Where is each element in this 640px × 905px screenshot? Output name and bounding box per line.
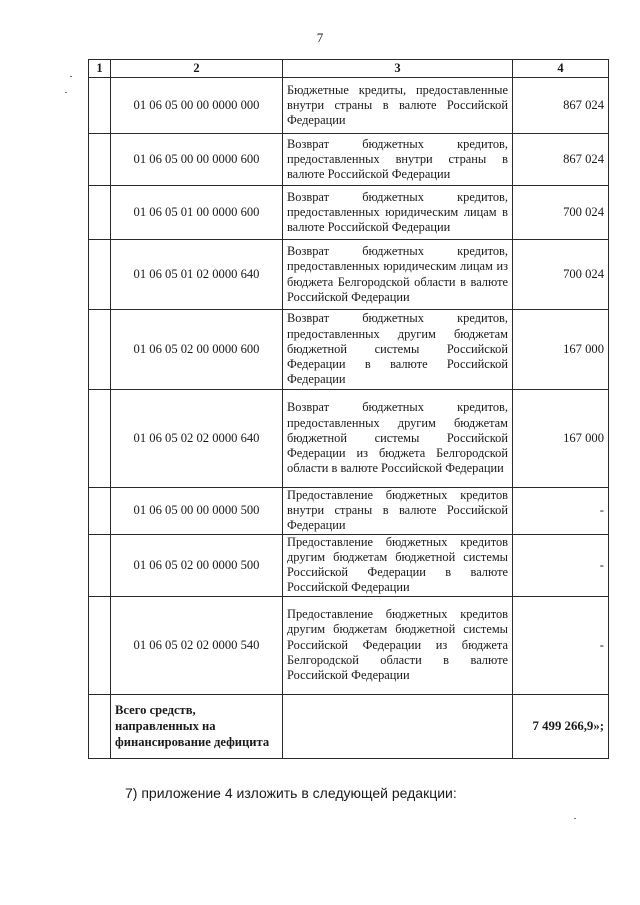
budget-sources-table	[88, 59, 609, 759]
budget-code: 01 06 05 01 00 0000 600	[111, 186, 283, 240]
amendment-paragraph: 7) приложение 4 изложить в следующей редакции:	[125, 785, 457, 801]
total-description-cell	[283, 694, 513, 758]
row-amount: 167 000	[513, 310, 609, 390]
table-row	[89, 186, 609, 240]
table-row	[89, 134, 609, 186]
table-total-row	[89, 694, 609, 758]
row-amount: 167 000	[513, 390, 609, 488]
row-number-cell	[89, 186, 111, 240]
row-description: Возврат бюджетных кредитов, предоставленных внутри страны в валюте Российской Федерации	[283, 134, 513, 186]
total-amount: 7 499 266,9»;	[513, 694, 609, 758]
row-description: Предоставление бюджетных кредитов внутри страны в валюте Российской Федерации	[283, 488, 513, 535]
budget-code: 01 06 05 02 00 0000 600	[111, 310, 283, 390]
row-description: Возврат бюджетных кредитов, предоставленных другим бюджетам бюджетной системы Российской Федерации из бюджета Белгородской области в валюте Российской Федерации	[283, 390, 513, 488]
budget-code: 01 06 05 00 00 0000 500	[111, 488, 283, 535]
budget-code: 01 06 05 00 00 0000 000	[111, 78, 283, 134]
row-amount: 867 024	[513, 134, 609, 186]
row-number-cell	[89, 390, 111, 488]
budget-code: 01 06 05 00 00 0000 600	[111, 134, 283, 186]
page-number: 7	[316, 30, 324, 45]
row-amount: 867 024	[513, 78, 609, 134]
row-number-cell	[89, 78, 111, 134]
table-row	[89, 596, 609, 694]
row-amount: -	[513, 596, 609, 694]
table-header-row	[89, 60, 609, 78]
table-row	[89, 310, 609, 390]
row-amount: 700 024	[513, 186, 609, 240]
row-number-cell	[89, 310, 111, 390]
budget-code: 01 06 05 01 02 0000 640	[111, 240, 283, 310]
row-description: Бюджетные кредиты, предоставленные внутри страны в валюте Российской Федерации	[283, 78, 513, 134]
row-number-cell	[89, 596, 111, 694]
row-amount: -	[513, 488, 609, 535]
row-number-cell	[89, 694, 111, 758]
header-col-4: 4	[513, 60, 609, 78]
row-description: Предоставление бюджетных кредитов другим бюджетам бюджетной системы Российской Федерации из бюджета Белгородской области в валюте Российской Федерации	[283, 596, 513, 694]
row-number-cell	[89, 488, 111, 535]
scan-speck	[574, 818, 576, 819]
row-description: Предоставление бюджетных кредитов другим бюджетам бюджетной системы Российской Федерации в валюте Российской Федерации	[283, 534, 513, 596]
table-row	[89, 78, 609, 134]
row-description: Возврат бюджетных кредитов, предоставленных другим бюджетам бюджетной системы Российской Федерации в валюте Российской Федерации	[283, 310, 513, 390]
scan-speck	[70, 76, 72, 77]
table-row	[89, 534, 609, 596]
row-amount: 700 024	[513, 240, 609, 310]
budget-code: 01 06 05 02 02 0000 640	[111, 390, 283, 488]
table-row	[89, 390, 609, 488]
table-row	[89, 240, 609, 310]
row-number-cell	[89, 240, 111, 310]
header-col-2: 2	[111, 60, 283, 78]
budget-code: 01 06 05 02 00 0000 500	[111, 534, 283, 596]
table-row	[89, 488, 609, 535]
row-description: Возврат бюджетных кредитов, предоставленных юридическим лицам в валюте Российской Федерации	[283, 186, 513, 240]
total-label: Всего средств, направленных на финансирование дефицита	[111, 694, 283, 758]
scan-speck	[65, 92, 67, 93]
row-description: Возврат бюджетных кредитов, предоставленных юридическим лицам из бюджета Белгородской области в валюте Российской Федерации	[283, 240, 513, 310]
budget-code: 01 06 05 02 02 0000 540	[111, 596, 283, 694]
row-number-cell	[89, 534, 111, 596]
row-amount: -	[513, 534, 609, 596]
header-col-3: 3	[283, 60, 513, 78]
header-col-1: 1	[89, 60, 111, 78]
row-number-cell	[89, 134, 111, 186]
